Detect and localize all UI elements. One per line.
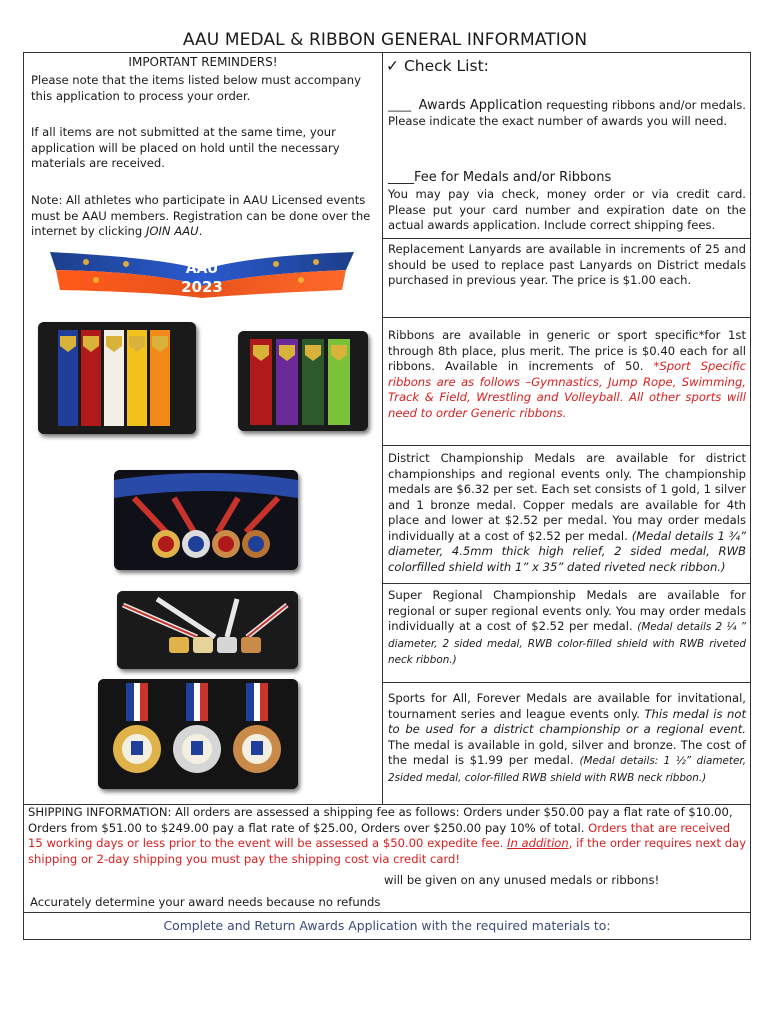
row-divider — [382, 238, 751, 239]
ribbons-text: Ribbons are available in generic or sport specific*for 1st through 8th place, plus merit. The price is $0.40 each for all ribbons. Available in increments of 50. *Sport Specific ribbons are as follows –Gymnastics, Jump Rope, Swimming, Track & Field, Wrestling and Volleyball. All other sports will need to order Generic ribbons. — [388, 328, 746, 420]
reminder-hold: If all items are not submitted at the same time, your application will be placed on hold until the necessary materials are received. — [31, 125, 340, 170]
row-divider — [382, 682, 751, 683]
reminder-accompany: Please note that the items listed below must accompany this application to process your order. — [31, 73, 361, 103]
lanyard-aau-text: AAU — [185, 261, 219, 277]
lanyard-year-text: 2023 — [181, 278, 223, 296]
district-medals-text: District Championship Medals are available for district championships and regional events only. The championship medals are $6.32 per set. Each set consists of 1 gold, 1 silver and 1 bronze medal. Copper medals are available for 4th place and lower at $2.52 per medal. You may order medals individually at a cost of $2.52 per medal. (Medal details 1 ¾” diameter, 4.5mm thick high relief, 2 sided medal, RWB colorfilled shield with 1” x 35” dated riveted neck ribbon.) — [388, 451, 747, 574]
row-divider — [382, 445, 751, 446]
refund-head-text: Accurately determine your award needs because no refunds — [30, 895, 381, 909]
row-divider — [382, 317, 751, 318]
footer-return-note: Complete and Return Awards Application with the required materials to: — [163, 918, 611, 933]
shipping-information: SHIPPING INFORMATION: All orders are assessed a shipping fee as follows: Orders under $50.00 pay a flat rate of $10.00, Orders from $51.00 to $249.00 pay a flat rate of $25.00, Orders over $250.00 pay 10% of total. Orders that are received 15 working days or less prior to the event will be assessed a $50.00 expedite fee. In addition, if the order requires next day shipping or 2-day shipping you must pay the shipping cost via credit card! — [28, 805, 747, 866]
page-title: AAU MEDAL & RIBBON GENERAL INFORMATION — [182, 30, 588, 50]
district-medals-photo — [114, 470, 298, 570]
row-divider — [382, 583, 751, 584]
super-regional-medals-photo — [117, 591, 298, 669]
refund-tail-text: will be given on any unused medals or ribbons! — [384, 873, 660, 887]
ribbons-photo-sport — [238, 331, 368, 431]
ribbons-photo-generic — [38, 322, 196, 434]
row-divider — [23, 912, 751, 913]
column-divider — [382, 52, 383, 804]
sports-for-all-medals-photo — [98, 679, 298, 789]
join-aau-link[interactable]: JOIN AAU — [145, 224, 199, 238]
lanyards-text: Replacement Lanyards are available in increments of 25 and should be used to replace past Lanyards on District medals purchased in previous year. The price is $1.00 each. — [388, 242, 746, 287]
super-regional-text: Super Regional Championship Medals are available for regional or super regional events only. You may order medals individually at a cost of $2.52 per medal. (Medal details 2 ¼ ” diameter, 2 sided medal, RWB color-filled shield with RWB riveted neck ribbon.) — [388, 588, 747, 666]
lanyard-image — [46, 246, 358, 298]
fee-payment-text: You may pay via check, money order or via credit card. Please put your card number and expiration date on the actual awards application. Include correct shipping fees. — [388, 187, 746, 232]
checklist-item-fee: ____Fee for Medals and/or Ribbons — [388, 170, 612, 185]
checklist-heading: ✓ Check List: — [386, 57, 489, 75]
reminder-membership: Note: All athletes who participate in AAU Licensed events must be AAU members. Registration can be done over the internet by clicking JOIN AAU. — [31, 193, 371, 238]
sports-for-all-text: Sports for All, Forever Medals are available for invitational, tournament series and league events only. This medal is not to be used for a district championship or a regional event. The medal is available in gold, silver and bronze. The cost of the medal is $1.99 per medal. (Medal details: 1 ½” diameter, 2sided medal, color-filled RWB shield with RWB neck ribbon.) — [388, 691, 747, 784]
reminders-heading: IMPORTANT REMINDERS! — [128, 55, 278, 69]
in-addition-link: In addition — [507, 836, 569, 850]
check-icon: ✓ — [386, 57, 399, 75]
checklist-item-application: ____ Awards Application requesting ribbons and/or medals. Please indicate the exact number of awards you will need. — [388, 98, 746, 128]
